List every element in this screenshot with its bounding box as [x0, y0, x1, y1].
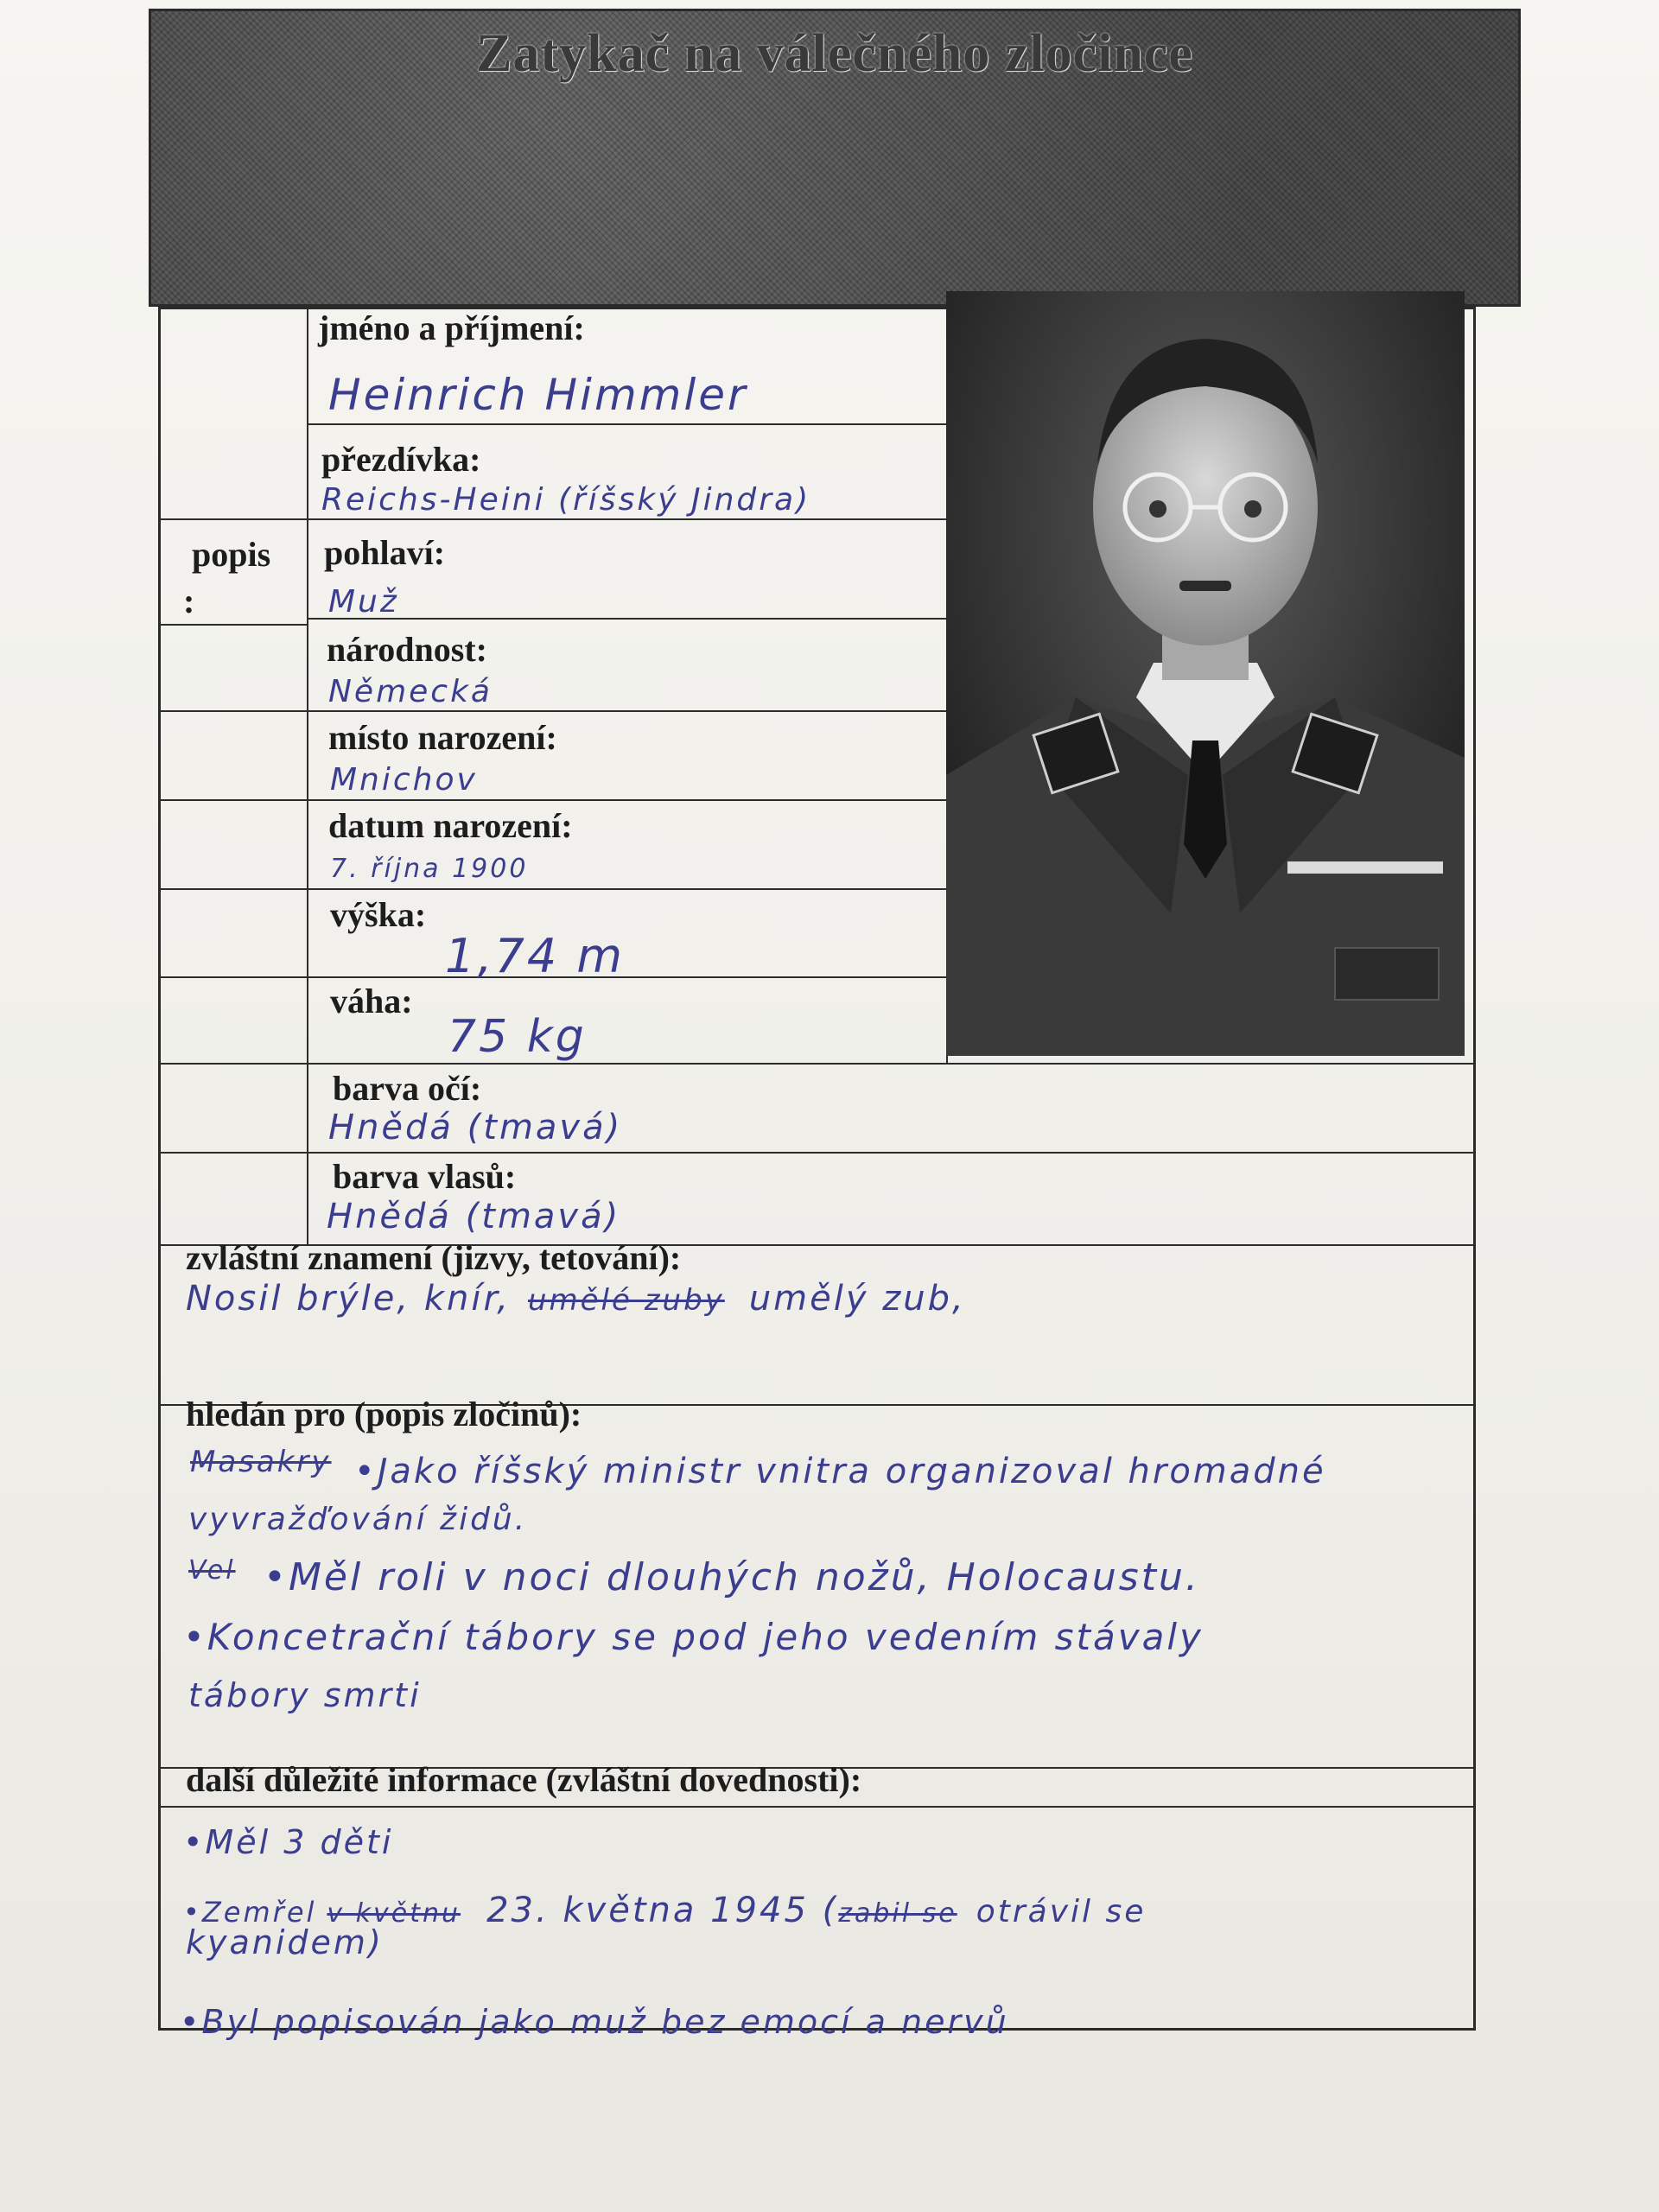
sex-value: Muž	[328, 584, 399, 620]
other-struck-a: v květnu	[327, 1898, 461, 1929]
marks-text-a: Nosil brýle, knír,	[186, 1279, 511, 1319]
weight-label: váha:	[330, 982, 413, 1020]
hair-label: barva vlasů:	[333, 1157, 517, 1196]
row-line	[160, 710, 946, 712]
nickname-value: Reichs-Heini (říšský Jindra)	[321, 482, 811, 518]
document-title: Zatykač na válečného zločince	[476, 24, 1193, 83]
marks-text-b: umělý zub,	[748, 1279, 966, 1319]
name-label: jméno a příjmení:	[318, 308, 585, 347]
crimes-line-5: tábory smrti	[188, 1676, 422, 1714]
row-line	[160, 799, 946, 801]
marks-struck: umělé zuby	[527, 1283, 725, 1318]
popis-label: popis	[192, 535, 271, 574]
crimes-line-4: •Koncetrační tábory se pod jeho vedením stávaly	[183, 1616, 1204, 1658]
other-line-2a: •Zemřel	[183, 1896, 317, 1929]
nationality-value: Německá	[328, 674, 493, 709]
left-column-divider	[307, 307, 308, 1244]
other-line-2c: otrávil se	[976, 1894, 1147, 1929]
height-value: 1,74 m	[445, 929, 626, 983]
row-line	[160, 518, 946, 520]
row-line	[160, 1063, 1476, 1065]
other-line-3: kyanidem)	[186, 1923, 384, 1961]
crimes-label: hledán pro (popis zločinů):	[186, 1395, 582, 1433]
birthplace-label: místo narození:	[328, 718, 557, 757]
other-line-4: •Byl popisován jako muž bez emocí a nervů	[180, 2003, 1009, 2041]
birthplace-value: Mnichov	[330, 762, 478, 798]
eyes-label: barva očí:	[333, 1069, 482, 1108]
other-line-2b: 23. května 1945 (	[486, 1891, 839, 1930]
other-line-1: •Měl 3 děti	[183, 1823, 394, 1861]
popis-colon: :	[183, 582, 195, 620]
hair-value: Hnědá (tmavá)	[327, 1197, 621, 1236]
nickname-label: přezdívka:	[321, 440, 481, 479]
name-value: Heinrich Himmler	[328, 370, 748, 420]
other-info-label: další důležité informace (zvláštní dovednosti):	[186, 1760, 862, 1799]
marks-value	[186, 1279, 966, 1319]
row-line	[160, 1152, 1476, 1154]
crimes-struck-1: Masakry	[190, 1445, 332, 1479]
other-struck-b: zabil se	[838, 1898, 957, 1929]
birthdate-value: 7. října 1900	[330, 854, 529, 884]
row-line	[307, 618, 946, 620]
eyes-value: Hnědá (tmavá)	[328, 1108, 623, 1147]
title-banner	[149, 9, 1521, 307]
suspect-photo	[946, 291, 1465, 1056]
weight-value: 75 kg	[448, 1011, 587, 1063]
sex-label: pohlaví:	[324, 533, 446, 572]
row-line	[160, 1806, 1476, 1808]
marks-label: zvláštní znamení (jizvy, tetování):	[186, 1238, 682, 1277]
row-line	[307, 423, 946, 425]
row-line	[160, 624, 307, 626]
row-line	[160, 888, 946, 890]
crimes-line-1: •Jako říšský ministr vnitra organizoval hromadné	[354, 1452, 1326, 1491]
height-label: výška:	[330, 895, 427, 934]
birthdate-label: datum narození:	[328, 806, 573, 845]
crimes-struck-2: Vel	[188, 1555, 236, 1586]
crimes-line-3: •Měl roli v noci dlouhých nožů, Holocaustu.	[264, 1555, 1200, 1599]
crimes-line-2: vyvražďování židů.	[188, 1502, 528, 1537]
nationality-label: národnost:	[327, 630, 487, 669]
